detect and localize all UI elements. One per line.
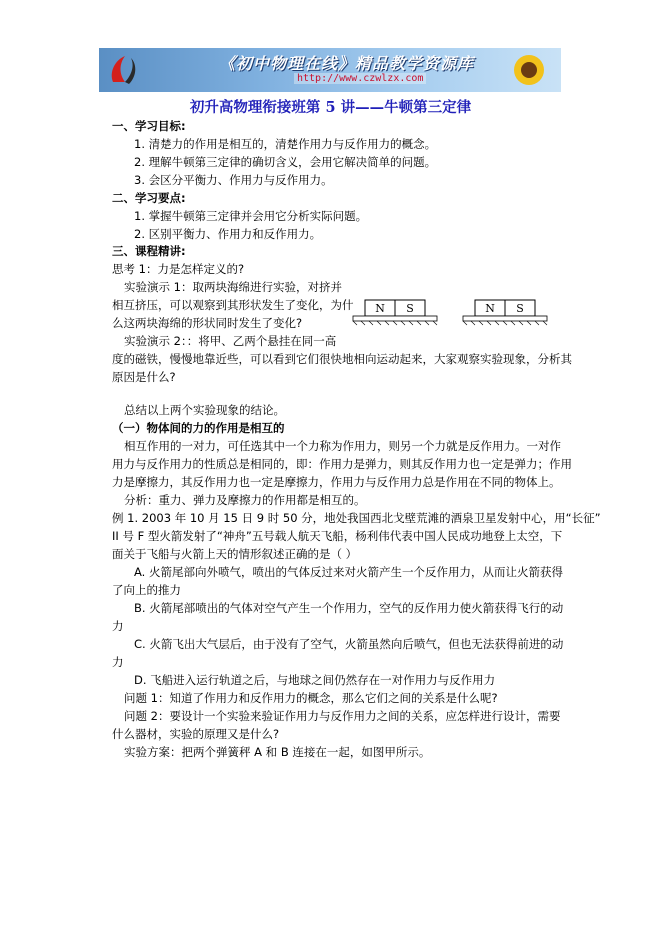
demo1-line: 相互挤压，可以观察到其形状发生了变化，为什 bbox=[112, 298, 354, 312]
header-banner bbox=[99, 48, 561, 92]
question-line: 问题 2：要设计一个实验来验证作用力与反作用力之间的关系，应怎样进行设计，需要 bbox=[124, 709, 561, 723]
goal-item: 3. 会区分平衡力、作用力与反作用力。 bbox=[134, 173, 333, 187]
example-line: 面关于飞船与火箭上天的情形叙述正确的是（ ） bbox=[112, 547, 358, 561]
example-line: 例 1. 2003 年 10 月 15 日 9 时 50 分，地处我国西北戈壁荒滩的酒泉卫星发射中心，用“长征” bbox=[112, 511, 601, 525]
demo1-line: 实验演示 1：取两块海绵进行实验，对挤并 bbox=[124, 280, 342, 294]
paragraph-line: 用力与反作用力的性质总是相同的，即：作用力是弹力，则其反作用力也一定是弹力；作用 bbox=[112, 457, 572, 471]
analysis-line: 分析：重力、弹力及摩擦力的作用都是相互的。 bbox=[124, 493, 366, 507]
think-question: 思考 1：力是怎样定义的? bbox=[112, 262, 245, 276]
magnet-diagram bbox=[345, 290, 555, 330]
summary-line: 总结以上两个实验现象的结论。 bbox=[124, 403, 285, 417]
lecture-heading: 三、课程精讲: bbox=[112, 244, 186, 258]
option-line: 力 bbox=[112, 655, 124, 669]
magnet-pole-label: N bbox=[375, 302, 385, 315]
plan-line: 实验方案：把两个弹簧秤 A 和 B 连接在一起，如图甲所示。 bbox=[124, 745, 431, 759]
demo2-line: 实验演示 2：：将甲、乙两个悬挂在同一高 bbox=[124, 334, 337, 348]
banner-title: 《初中物理在线》精品教学资源库 bbox=[219, 54, 475, 73]
option-line: C. 火箭飞出大气层后，由于没有了空气，火箭虽然向后喷气，但也无法获得前进的动 bbox=[134, 637, 564, 651]
subsection-heading: （一）物体间的力的作用是相互的 bbox=[112, 421, 285, 435]
keypoints-heading: 二、学习要点: bbox=[112, 191, 186, 205]
site-logo-icon bbox=[105, 52, 141, 88]
demo2-line: 原因是什么? bbox=[112, 370, 176, 384]
goal-item: 2. 理解牛顿第三定律的确切含义，会用它解决简单的问题。 bbox=[134, 155, 437, 169]
document-title: 初升高物理衔接班第 5 讲——牛顿第三定律 bbox=[189, 99, 472, 116]
option-line: B. 火箭尾部喷出的气体对空气产生一个作用力，空气的反作用力使火箭获得飞行的动 bbox=[134, 601, 564, 615]
option-line: D. 飞船进入运行轨道之后，与地球之间仍然存在一对作用力与反作用力 bbox=[134, 673, 496, 687]
demo2-line: 度的磁铁，慢慢地靠近些，可以看到它们很快地相向运动起来，大家观察实验现象，分析其 bbox=[112, 352, 572, 366]
option-line: 力 bbox=[112, 619, 124, 633]
option-line: A. 火箭尾部向外喷气，喷出的气体反过来对火箭产生一个反作用力，从而让火箭获得 bbox=[134, 565, 563, 579]
magnet-pole-label: S bbox=[516, 302, 524, 315]
paragraph-line: 力是摩擦力，其反作用力也一定是摩擦力，作用力与反作用力总是作用在不同的物体上。 bbox=[112, 475, 561, 489]
option-line: 了向上的推力 bbox=[112, 583, 181, 597]
magnet-pole-label: N bbox=[485, 302, 495, 315]
magnet-pole-label: S bbox=[406, 302, 414, 315]
sunflower-icon bbox=[507, 51, 551, 89]
goals-heading: 一、学习目标: bbox=[112, 119, 186, 133]
paragraph-line: 相互作用的一对力，可任选其中一个力称为作用力，则另一个力就是反作用力。一对作 bbox=[124, 439, 561, 453]
magnet-left bbox=[353, 300, 437, 325]
magnet-right bbox=[463, 300, 547, 325]
keypoint-item: 1. 掌握牛顿第三定律并会用它分析实际问题。 bbox=[134, 209, 368, 223]
example-line: II 号 F 型火箭发射了“神舟”五号载人航天飞船，杨利伟代表中国人民成功地登上太空，下 bbox=[112, 529, 563, 543]
banner-url: http://www.czwlzx.com bbox=[294, 73, 426, 84]
question-line: 什么器材，实验的原理又是什么? bbox=[112, 727, 280, 741]
question-line: 问题 1：知道了作用力和反作用力的概念，那么它们之间的关系是什么呢? bbox=[124, 691, 498, 705]
goal-item: 1. 清楚力的作用是相互的，清楚作用力与反作用力的概念。 bbox=[134, 137, 437, 151]
keypoint-item: 2. 区别平衡力、作用力和反作用力。 bbox=[134, 227, 322, 241]
demo1-line: 么这两块海绵的形状同时发生了变化? bbox=[112, 316, 303, 330]
